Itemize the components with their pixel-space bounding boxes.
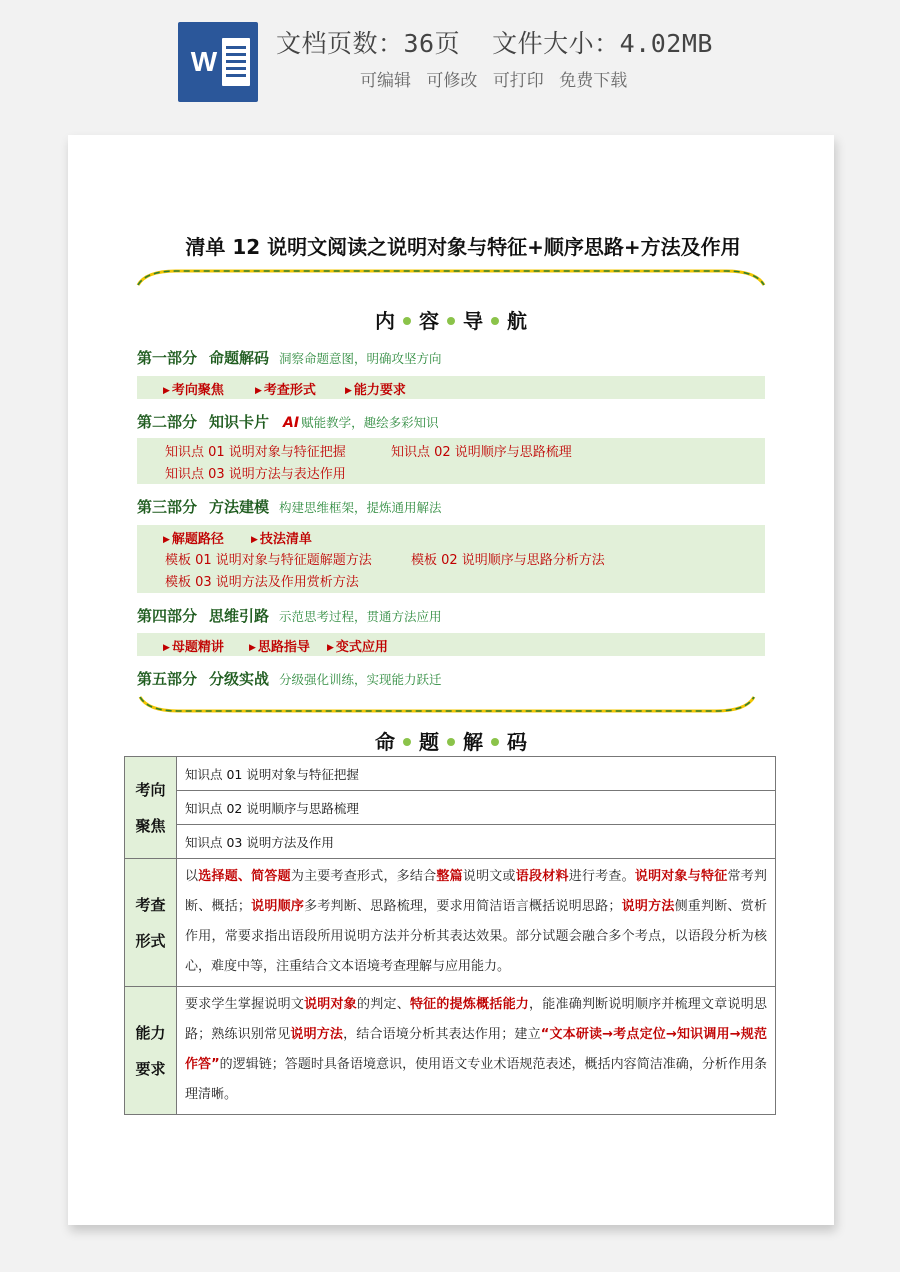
- part-1-band: [137, 376, 765, 399]
- feature-modifiable: 可修改: [426, 71, 478, 91]
- part-desc: 赋能教学，趣绘多彩知识: [301, 415, 439, 430]
- decode-heading-char: 题: [419, 730, 439, 754]
- document-page: [68, 135, 834, 1225]
- part-2-row: [137, 411, 439, 432]
- decode-heading-char: 解: [463, 730, 483, 754]
- body-text: 以: [185, 869, 199, 884]
- part-name: 知识卡片: [209, 413, 270, 431]
- row-header-ability: 能力 要求: [125, 987, 177, 1115]
- part-name: 方法建模: [209, 498, 270, 516]
- part-label: 第三部分: [137, 498, 198, 516]
- body-text: 要求学生掌握说明文: [185, 997, 305, 1012]
- highlight-text: 特征的提炼概括能力: [409, 997, 530, 1012]
- nav-heading: [68, 305, 834, 334]
- part-label: 第一部分: [137, 349, 198, 367]
- decode-heading-char: 命: [375, 730, 395, 754]
- band-item: ▶ 变式应用: [327, 640, 388, 655]
- part-3-band: [137, 525, 765, 593]
- highlight-text: 语段材料: [515, 869, 569, 884]
- body-text: 为主要考查形式，多结合: [290, 869, 437, 884]
- nav-heading-char: 导: [463, 309, 483, 333]
- feature-list: [360, 66, 627, 91]
- band-item: ▶ 考查形式: [255, 383, 316, 398]
- band-item: 知识点 02 说明顺序与思路梳理: [391, 445, 572, 460]
- band-item: ▶ 解题路径: [163, 532, 224, 547]
- body-text: 的判定、: [357, 997, 410, 1012]
- part-4-band: [137, 633, 765, 656]
- part-desc: 分级强化训练，实现能力跃迁: [279, 672, 442, 687]
- nav-heading-char: 容: [419, 309, 439, 333]
- decode-table: [124, 756, 776, 1115]
- part-4-row: [137, 605, 442, 626]
- body-text: ，能准确判断说明顺序并梳理文章说明思路；熟练识别常见: [185, 997, 767, 1042]
- wave-divider-bottom: [138, 693, 756, 715]
- highlight-text: 选择题、简答题: [198, 869, 291, 884]
- dot-icon: [403, 317, 411, 325]
- body-text: 侧重判断、赏析作用，常要求指出语段所用说明方法并分析其表达效果。部分试题会融合多个考点，以语段分析为核心，难度中等，注重结合文本语境考查理解与应用能力。: [185, 899, 767, 974]
- band-item: ▶ 思路指导: [249, 640, 310, 655]
- highlight-text: 说明方法: [621, 899, 675, 914]
- document-lines-icon: [222, 38, 250, 86]
- highlight-text: 整篇: [436, 869, 463, 884]
- part-name: 命题解码: [209, 349, 270, 367]
- dot-icon: [491, 738, 499, 746]
- ability-description: [177, 987, 776, 1115]
- highlight-text: 说明对象: [304, 997, 358, 1012]
- part-5-row: [137, 668, 442, 689]
- part-desc: 洞察命题意图，明确攻坚方向: [279, 351, 442, 366]
- part-label: 第四部分: [137, 607, 198, 625]
- knowledge-point-cell: 知识点 01 说明对象与特征把握: [177, 757, 776, 791]
- decode-heading: [68, 726, 834, 755]
- band-item: ▶ 能力要求: [345, 383, 406, 398]
- part-1-row: [137, 347, 442, 368]
- file-size: 文件大小：4.02MB: [492, 29, 713, 58]
- part-name: 思维引路: [209, 607, 270, 625]
- part-desc: 构建思维框架，提炼通用解法: [279, 500, 442, 515]
- nav-heading-char: 内: [375, 309, 395, 333]
- feature-free-download: 免费下载: [559, 71, 628, 91]
- band-item: ▶ 技法清单: [251, 532, 312, 547]
- decode-heading-char: 码: [507, 730, 527, 754]
- dot-icon: [491, 317, 499, 325]
- knowledge-point-cell: 知识点 03 说明方法及作用: [177, 825, 776, 859]
- part-label: 第二部分: [137, 413, 198, 431]
- highlight-text: 说明顺序: [250, 899, 305, 914]
- dot-icon: [447, 317, 455, 325]
- body-text: 常考判断、概括；: [185, 869, 767, 914]
- body-text: ，结合语境分析其表达作用；建立: [343, 1027, 541, 1042]
- dot-icon: [447, 738, 455, 746]
- wave-divider-top: [136, 267, 766, 289]
- word-document-icon: [178, 22, 258, 102]
- file-info: [276, 24, 713, 60]
- row-header-focus: 考向 聚焦: [125, 757, 177, 859]
- highlight-text: 说明方法: [290, 1027, 344, 1042]
- nav-heading-char: 航: [507, 309, 527, 333]
- body-text: 的逻辑链；答题时具备语境意识，使用语文专业术语规范表述，概括内容简洁准确，分析作用条理清晰。: [185, 1057, 767, 1102]
- highlight-text: “文本研读→考点定位→知识调用→规范作答”: [185, 1027, 767, 1072]
- band-item: 模板 02 说明顺序与思路分析方法: [411, 553, 605, 568]
- body-text: 进行考查。: [568, 869, 635, 884]
- band-item: ▶ 母题精讲: [163, 640, 224, 655]
- band-item: 模板 01 说明对象与特征题解题方法: [165, 553, 372, 568]
- feature-printable: 可打印: [492, 71, 544, 91]
- knowledge-point-cell: 知识点 02 说明顺序与思路梳理: [177, 791, 776, 825]
- band-item: 模板 03 说明方法及作用赏析方法: [165, 575, 359, 590]
- part-3-row: [137, 496, 442, 517]
- part-2-band: [137, 438, 765, 484]
- page-count: 文档页数：36页: [276, 29, 461, 58]
- row-header-format: 考查 形式: [125, 859, 177, 987]
- format-description: [177, 859, 776, 987]
- part-name: 分级实战: [209, 670, 270, 688]
- highlight-text: 说明对象与特征: [634, 869, 728, 884]
- ai-badge: AI: [283, 415, 300, 431]
- body-text: 多考判断、思路梳理，要求用简洁语言概括说明思路；: [304, 899, 622, 914]
- feature-editable: 可编辑: [360, 71, 411, 91]
- part-desc: 示范思考过程，贯通方法应用: [279, 609, 442, 624]
- band-item: 知识点 03 说明方法与表达作用: [165, 467, 346, 482]
- word-letter: W: [190, 46, 218, 77]
- band-item: ▶ 考向聚焦: [163, 383, 224, 398]
- band-item: 知识点 01 说明对象与特征把握: [165, 445, 346, 460]
- part-label: 第五部分: [137, 670, 198, 688]
- document-title: 清单 12 说明文阅读之说明对象与特征+顺序思路+方法及作用: [185, 235, 741, 259]
- body-text: 说明文或: [462, 869, 516, 884]
- dot-icon: [403, 738, 411, 746]
